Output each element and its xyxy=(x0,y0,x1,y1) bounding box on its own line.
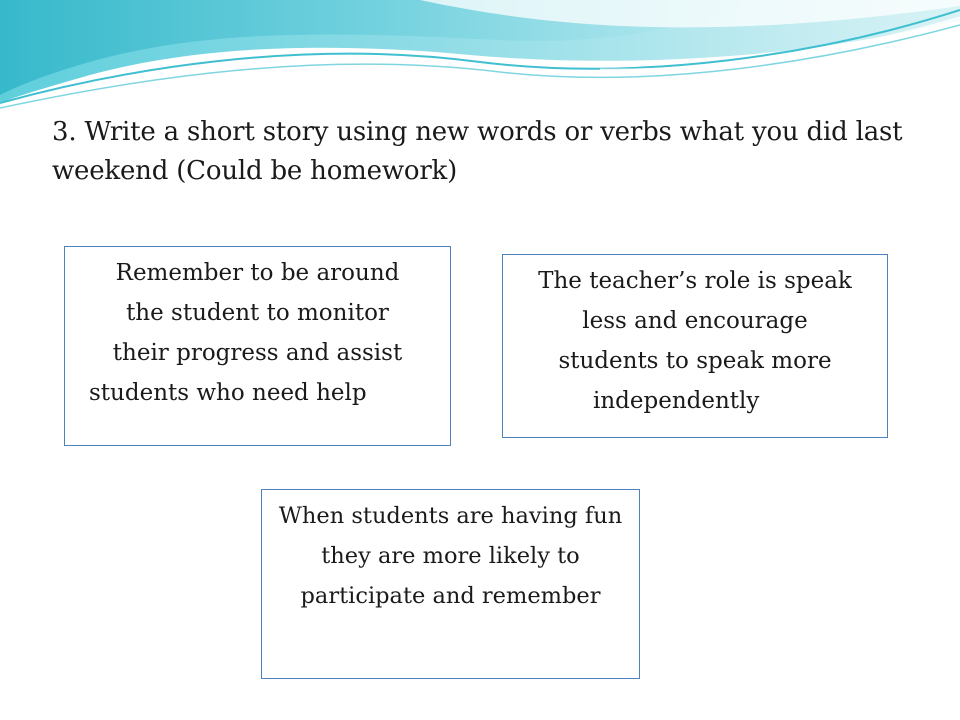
note-line: Remember to be around xyxy=(115,260,400,286)
decorative-wave-banner xyxy=(0,0,960,130)
note-line: The teacher’s role is speak xyxy=(538,268,852,294)
note-line: students who need help xyxy=(89,380,367,406)
note-line: the student to monitor xyxy=(126,300,389,326)
note-box-teacher-role xyxy=(502,254,888,438)
note-text: When students are having fun they are more likely to participate and remember xyxy=(278,503,623,609)
note-line: less and encourage xyxy=(582,308,808,334)
note-line: independently xyxy=(593,388,760,414)
note-line: students to speak more xyxy=(558,348,832,374)
slide-heading: 3. Write a short story using new words or verbs what you did last weekend (Could be homework) xyxy=(52,117,903,186)
note-line: their progress and assist xyxy=(112,340,403,366)
note-box-monitor xyxy=(64,246,451,446)
note-box-having-fun xyxy=(261,489,640,679)
